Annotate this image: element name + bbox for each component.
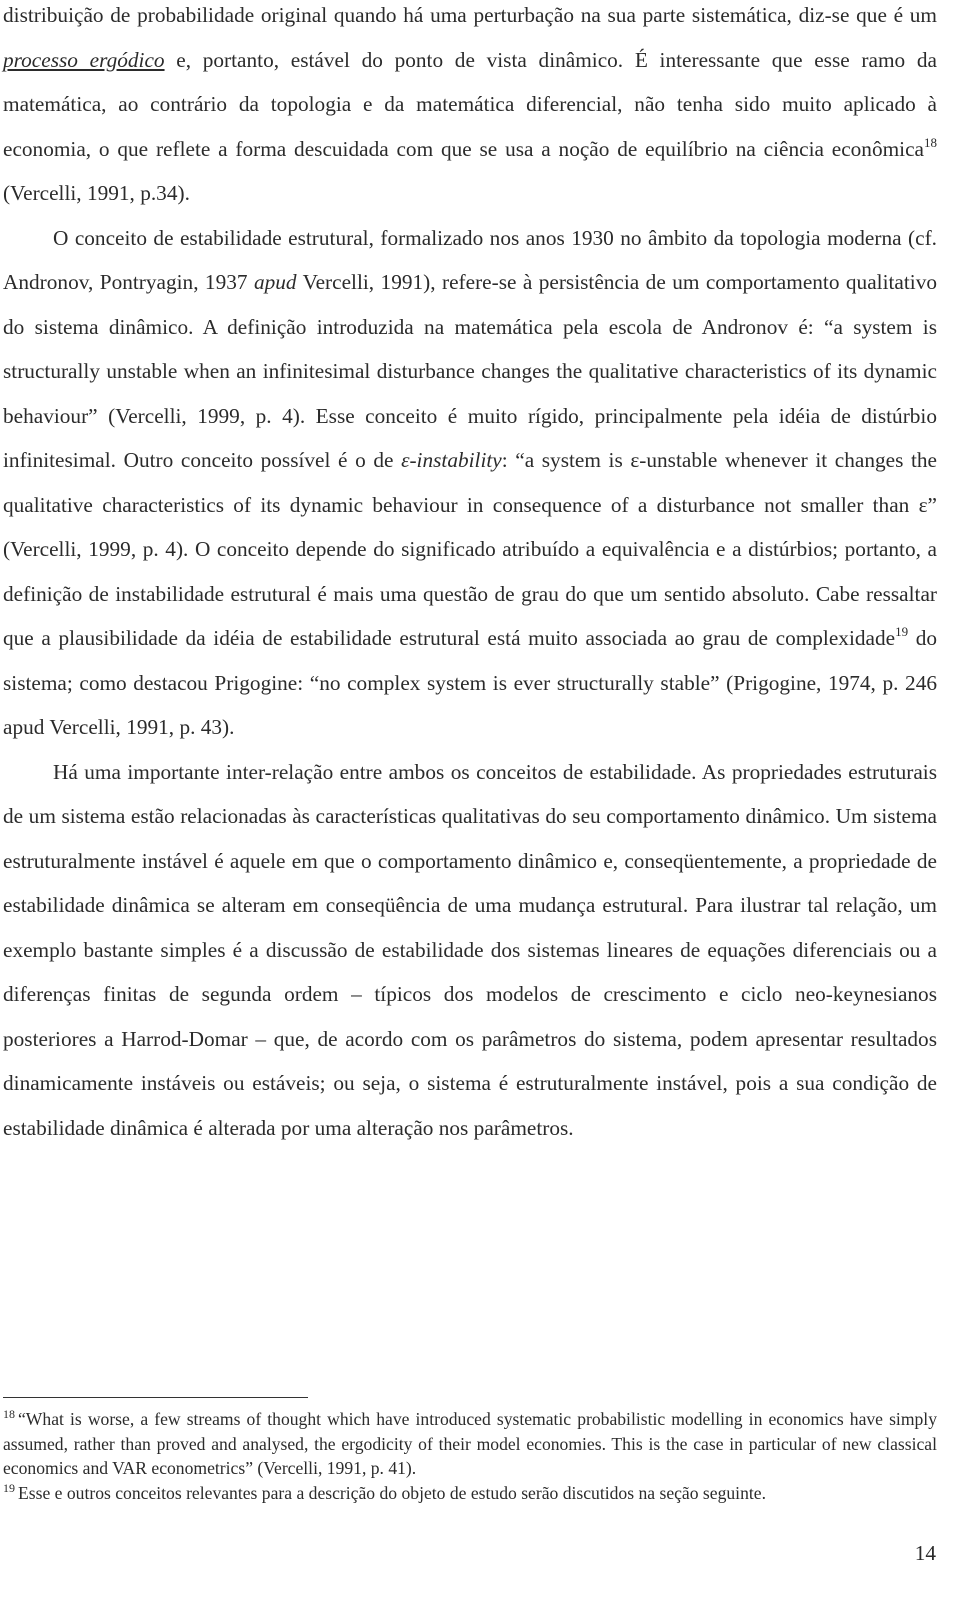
footnote-text: Esse e outros conceitos relevantes para a descrição do objeto de estudo serão discutidos na seção seguinte. <box>18 1482 766 1503</box>
footnote-19 <box>3 1481 937 1506</box>
p1-text-3: e, portanto, estável do ponto de vista dinâmico. É interessante que esse ramo da matemática, ao contrário da topologia e da matemática diferencial, não tenha sido muito aplicado à economia, o que reflete a forma descuidada com que se usa a noção de equilíbrio na ciência econômica <box>3 47 937 161</box>
footnote-ref-19: 19 <box>895 624 909 639</box>
p2-text-1: O conceito de estabilidade estrutural, formalizado nos anos 1930 no âmbito da topologia moderna (cf. Andronov, Pontryagin, 1937 <box>3 225 937 294</box>
footnote-divider <box>3 1397 308 1398</box>
term-processo-ergodico: processo ergódico <box>3 47 165 72</box>
paragraph-continued <box>3 0 937 216</box>
p1-text-1: distribuição de probabilidade original quando há uma perturbação na sua parte sistemática, diz-se que é um <box>3 3 937 27</box>
p2-text-5: : “a system is ε-unstable whenever it changes the qualitative characteristics of its dynamic behaviour in consequence of a disturbance not smaller than ε” (Vercelli, 1999, p. 4). O conceito depende do significado atribuído a equivalência e a distúrbios; portanto, a definição de instabilidade estrutural é mais uma questão de grau do que um sentido absoluto. Cabe ressaltar que a plausibilidade da idéia de estabilidade estrutural está muito associada ao grau de complexidade <box>3 448 937 650</box>
footnotes <box>3 1407 937 1505</box>
paragraph-interrelation: Há uma importante inter-relação entre ambos os conceitos de estabilidade. As propriedades estruturais de um sistema estão relacionadas às características qualitativas do seu comportamento dinâmico. Um sistema estruturalmente instável é aquele em que o comportamento dinâmico e, conseqüentemente, a propriedade de estabilidade dinâmica se alteram em conseqüência de uma mudança estrutural. Para ilustrar tal relação, um exemplo bastante simples é a discussão de estabilidade dos sistemas lineares de equações diferenciais ou a diferenças finitas de segunda ordem – típicos dos modelos de crescimento e ciclo neo-keynesianos posteriores a Harrod-Domar – que, de acordo com os parâmetros do sistema, podem apresentar resultados dinamicamente instáveis ou estáveis; ou seja, o sistema é estruturalmente instável, pois a sua condição de estabilidade dinâmica é alterada por uma alteração nos parâmetros. <box>3 759 937 1140</box>
paragraph-structural-stability <box>3 216 937 750</box>
term-apud: apud <box>253 270 297 294</box>
footnote-18 <box>3 1407 937 1481</box>
footnote-number: 19 <box>3 1480 15 1495</box>
footnote-number: 18 <box>3 1407 15 1421</box>
page-number: 14 <box>914 1541 936 1565</box>
p1-text-4: (Vercelli, 1991, p.34). <box>3 181 190 205</box>
term-epsilon-instability: ε-instability <box>401 448 502 472</box>
footnote-text: “What is worse, a few streams of thought which have introduced systematic probabilistic modelling in economics have simply assumed, rather than proved and analysed, the ergodicity of their model economies. This is the case in particular of new classical economics and VAR econometrics” (Vercelli, 1991, p. 41). <box>3 1409 937 1478</box>
page-body <box>3 0 937 1150</box>
footnote-ref-18: 18 <box>924 134 937 150</box>
p2-text-6: do sistema; como destacou Prigogine: “no complex system is ever structurally stable” (Prigogine, 1974, p. 246 apud Vercelli, 1991, p. 43). <box>3 626 938 739</box>
p2-text-3: Vercelli, 1991), refere-se à persistência de um comportamento qualitativo do sistema dinâmico. A definição introduzida na matemática pela escola de Andronov é: “a system is structurally unstable when an infinitesimal disturbance changes the qualitative characteristics of its dynamic behaviour” (Vercelli, 1999, p. 4). Esse conceito é muito rígido, principalmente pela idéia de distúrbio infinitesimal. Outro conceito possível é o de <box>3 270 937 472</box>
